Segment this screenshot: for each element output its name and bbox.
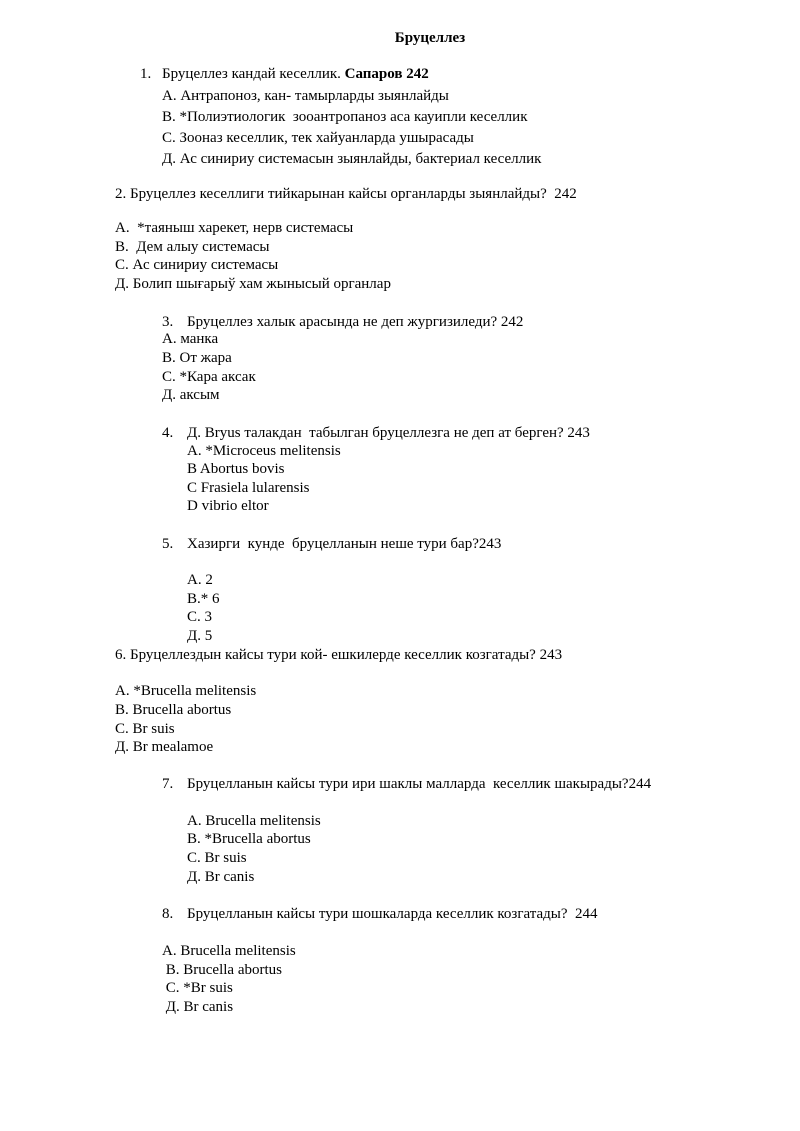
question-1-text: Бруцеллез кандай кеселлик. [162, 66, 345, 82]
question-6-option-b: В. Brucella abortus [115, 702, 232, 718]
question-6-option-d: Д. Br mealamoe [115, 739, 214, 755]
question-8-option-a: А. Brucella melitensis [162, 943, 296, 959]
question-1-option-a: А. Антрапоноз, кан- тамырларды зыянлайды [162, 88, 449, 104]
page-title: Бруцеллез [394, 30, 466, 46]
question-5-option-c: С. 3 [187, 609, 213, 625]
question-8-option-d: Д. Br canis [162, 999, 234, 1015]
question-6-option-c: С. Br suis [115, 721, 175, 737]
question-3-number: 3. [162, 314, 174, 330]
question-1-option-b: В. *Полиэтиологик зооантропаноз аса кауипли кеселлик [162, 109, 528, 125]
question-7-option-c: С. Br suis [187, 850, 247, 866]
question-7-option-d: Д. Br canis [187, 869, 255, 885]
question-5-number: 5. [162, 536, 174, 552]
question-2-option-d: Д. Болип шығарыў хам жынысый органлар [115, 276, 391, 292]
question-5-option-d: Д. 5 [187, 628, 213, 644]
question-5-option-a: А. 2 [187, 572, 213, 588]
question-3-option-b: В. От жара [162, 350, 232, 366]
question-8-text: Бруцелланын кайсы тури шошкаларда кеселлик козгатады? 244 [187, 906, 598, 922]
question-3-option-a: А. манка [162, 331, 219, 347]
question-7-text: Бруцелланын кайсы тури ири шаклы малларда кеселлик шакырады?244 [187, 776, 652, 792]
question-7-option-a: А. Brucella melitensis [187, 813, 321, 829]
question-2-option-a: А. *таяныш харекет, нерв системасы [115, 220, 354, 236]
question-1-number: 1. [140, 66, 152, 82]
question-1 [162, 65, 429, 83]
question-4-text: Д. Bryus талакдан табылган бруцеллезга не деп ат берген? 243 [187, 425, 590, 441]
question-5-option-b: В.* 6 [187, 591, 220, 607]
question-2-text: 2. Бруцеллез кеселлиги тийкарынан кайсы органларды зыянлайды? 242 [115, 186, 577, 202]
question-7-number: 7. [162, 776, 174, 792]
question-2-option-b: В. Дем алыу системасы [115, 239, 270, 255]
question-4-option-c: C Frasiela lularensis [187, 480, 310, 496]
question-4-option-d: D vibrio eltor [187, 498, 269, 514]
question-6-option-a: А. *Brucella melitensis [115, 683, 257, 699]
question-3-option-d: Д. аксым [162, 387, 220, 403]
question-1-option-c: С. Зооназ кеселлик, тек хайуанларда ушырасады [162, 130, 474, 146]
question-4-option-b: B Abortus bovis [187, 461, 285, 477]
question-1-source: Сапаров 242 [344, 66, 429, 82]
question-4-option-a: А. *Microceus melitensis [187, 443, 341, 459]
question-2-option-c: С. Ас синириу системасы [115, 257, 279, 273]
question-4-number: 4. [162, 425, 174, 441]
question-8-option-b: В. Brucella abortus [162, 962, 282, 978]
question-6-text: 6. Бруцеллездын кайсы тури кой- ешкилерде кеселлик козгатады? 243 [115, 647, 563, 663]
question-5-text: Хазирги кунде бруцелланын неше тури бар?243 [187, 536, 502, 552]
question-3-text: Бруцеллез халык арасында не деп жургизиледи? 242 [187, 314, 524, 330]
question-8-option-c: С. *Br suis [162, 980, 233, 996]
question-8-number: 8. [162, 906, 174, 922]
question-3-option-c: С. *Кара аксак [162, 369, 256, 385]
question-1-option-d: Д. Ас синириу системасын зыянлайды, бактериал кеселлик [162, 151, 542, 167]
question-7-option-b: В. *Brucella abortus [187, 831, 311, 847]
